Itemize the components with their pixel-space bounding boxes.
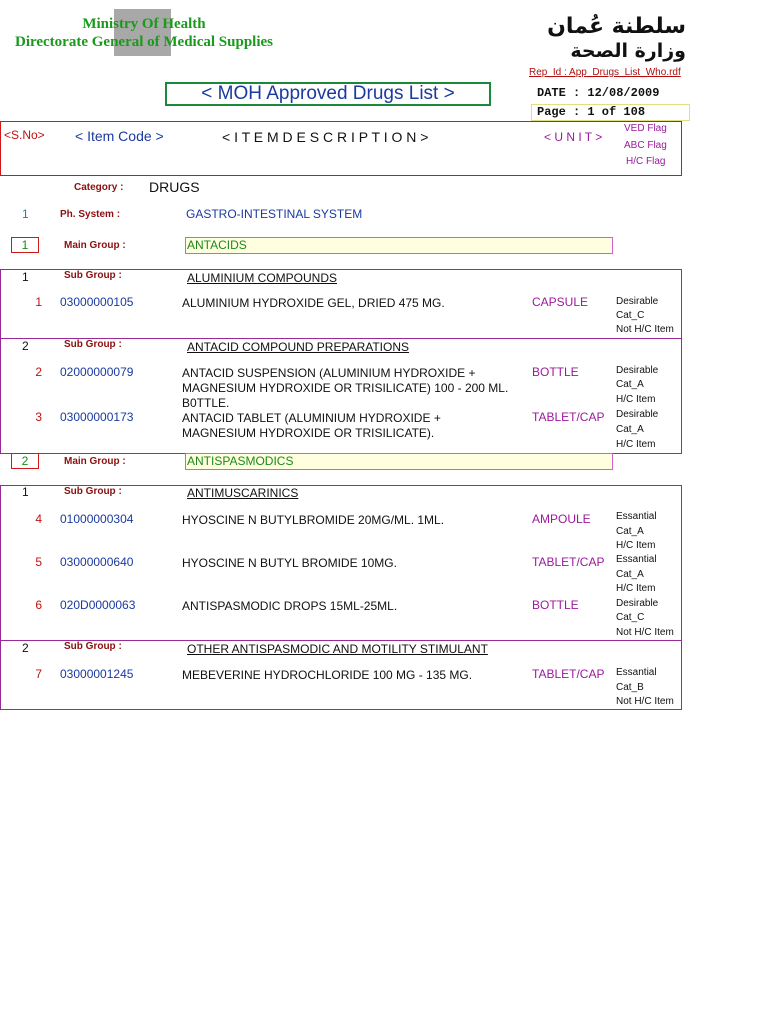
page-indicator: Page : 1 of 108: [537, 105, 646, 119]
sub-group-number: 1: [22, 485, 29, 499]
col-description: < I T E M D E S C R I P T I O N >: [222, 129, 429, 145]
item-code: 02000000079: [60, 365, 134, 379]
item-ved-flag: Desirable: [616, 365, 659, 376]
sub-group-name: OTHER ANTISPASMODIC AND MOTILITY STIMULANT: [187, 642, 488, 656]
item-sno: 5: [35, 555, 42, 569]
item-unit: TABLET/CAP: [532, 667, 605, 681]
item-hc-flag: Not H/C Item: [616, 696, 674, 707]
item-unit: CAPSULE: [532, 295, 589, 309]
item-code: 03000001245: [60, 667, 134, 681]
item-sno: 6: [35, 598, 42, 612]
col-sno: <S.No>: [4, 128, 45, 142]
directorate-name: Directorate General of Medical Supplies: [14, 34, 273, 50]
item-sno: 2: [35, 365, 42, 379]
item-abc-flag: Cat_B: [616, 682, 644, 693]
item-unit: TABLET/CAP: [532, 555, 605, 569]
main-group-label: Main Group :: [64, 456, 126, 467]
item-abc-flag: Cat_A: [616, 569, 644, 580]
sub-group-label: Sub Group :: [64, 270, 122, 281]
item-description: HYOSCINE N BUTYLBROMIDE 20MG/ML. 1ML.: [182, 513, 445, 527]
item-sno: 7: [35, 667, 42, 681]
report-title: < MOH Approved Drugs List >: [165, 82, 491, 106]
item-ved-flag: Desirable: [616, 296, 659, 307]
item-hc-flag: H/C Item: [616, 583, 656, 594]
ministry-name: Ministry Of Health: [82, 16, 206, 32]
item-abc-flag: Cat_A: [616, 379, 644, 390]
sub-group-name: ANTIMUSCARINICS: [187, 486, 299, 500]
item-ved-flag: Essantial: [616, 554, 657, 565]
item-unit: BOTTLE: [532, 598, 579, 612]
main-group-number: 2: [11, 453, 39, 469]
sub-group-label: Sub Group :: [64, 641, 122, 652]
main-group-name: ANTISPASMODICS: [185, 453, 613, 470]
ph-system-name: GASTRO-INTESTINAL SYSTEM: [186, 207, 363, 221]
item-code: 03000000105: [60, 295, 134, 309]
item-description: ANTISPASMODIC DROPS 15ML-25ML.: [182, 599, 398, 613]
item-hc-flag: H/C Item: [616, 540, 656, 551]
sub-group-number: 2: [22, 339, 29, 353]
sub-group-label: Sub Group :: [64, 339, 122, 350]
item-description: ANTACID TABLET (ALUMINIUM HYDROXIDE + MAGNESIUM HYDROXIDE OR TRISILICATE).: [182, 411, 441, 440]
arabic-country-name: سلطنة عُمان: [547, 14, 686, 39]
item-hc-flag: Not H/C Item: [616, 324, 674, 335]
item-abc-flag: Cat_A: [616, 526, 644, 537]
item-code: 03000000640: [60, 555, 134, 569]
item-description: ANTACID SUSPENSION (ALUMINIUM HYDROXIDE + MAGNESIUM HYDROXIDE OR TRISILICATE) 100 - 200 ML. B0TTLE.: [182, 366, 509, 410]
item-hc-flag: H/C Item: [616, 394, 656, 405]
item-sno: 1: [35, 295, 42, 309]
col-item-code: < Item Code >: [75, 128, 164, 144]
category-label: Category :: [74, 182, 124, 193]
item-code: 01000000304: [60, 512, 134, 526]
item-abc-flag: Cat_C: [616, 310, 645, 321]
item-abc-flag: Cat_A: [616, 424, 644, 435]
item-sno: 4: [35, 512, 42, 526]
item-sno: 3: [35, 410, 42, 424]
item-unit: AMPOULE: [532, 512, 591, 526]
arabic-ministry-name: وزارة الصحة: [570, 40, 686, 62]
sub-group-name: ANTACID COMPOUND PREPARATIONS: [187, 340, 410, 354]
ph-system-number: 1: [22, 207, 29, 221]
item-code: 03000000173: [60, 410, 134, 424]
main-group-name: ANTACIDS: [185, 237, 613, 254]
main-group-number: 1: [11, 237, 39, 253]
item-unit: TABLET/CAP: [532, 410, 605, 424]
sub-group-label: Sub Group :: [64, 486, 122, 497]
ph-system-label: Ph. System :: [60, 209, 121, 220]
item-description: HYOSCINE N BUTYL BROMIDE 10MG.: [182, 556, 397, 570]
main-group-label: Main Group :: [64, 240, 126, 251]
item-ved-flag: Desirable: [616, 598, 659, 609]
report-id: Rep_Id : App_Drugs_List_Who.rdf: [529, 67, 681, 78]
item-abc-flag: Cat_C: [616, 612, 645, 623]
col-ved-flag: VED Flag: [624, 123, 667, 134]
item-ved-flag: Essantial: [616, 511, 657, 522]
sub-group-number: 2: [22, 641, 29, 655]
col-unit: < U N I T >: [544, 130, 603, 144]
item-hc-flag: H/C Item: [616, 439, 656, 450]
item-hc-flag: Not H/C Item: [616, 627, 674, 638]
col-abc-flag: ABC Flag: [624, 140, 667, 151]
item-description: ALUMINIUM HYDROXIDE GEL, DRIED 475 MG.: [182, 296, 445, 310]
col-hc-flag: H/C Flag: [626, 156, 666, 167]
item-ved-flag: Desirable: [616, 409, 659, 420]
sub-group-number: 1: [22, 270, 29, 284]
item-code: 020D0000063: [60, 598, 136, 612]
sub-group-name: ALUMINIUM COMPOUNDS: [187, 271, 338, 285]
category-value: DRUGS: [149, 179, 200, 195]
item-unit: BOTTLE: [532, 365, 579, 379]
report-date: DATE : 12/08/2009: [537, 86, 660, 100]
item-ved-flag: Essantial: [616, 667, 657, 678]
item-description: MEBEVERINE HYDROCHLORIDE 100 MG - 135 MG.: [182, 668, 473, 682]
